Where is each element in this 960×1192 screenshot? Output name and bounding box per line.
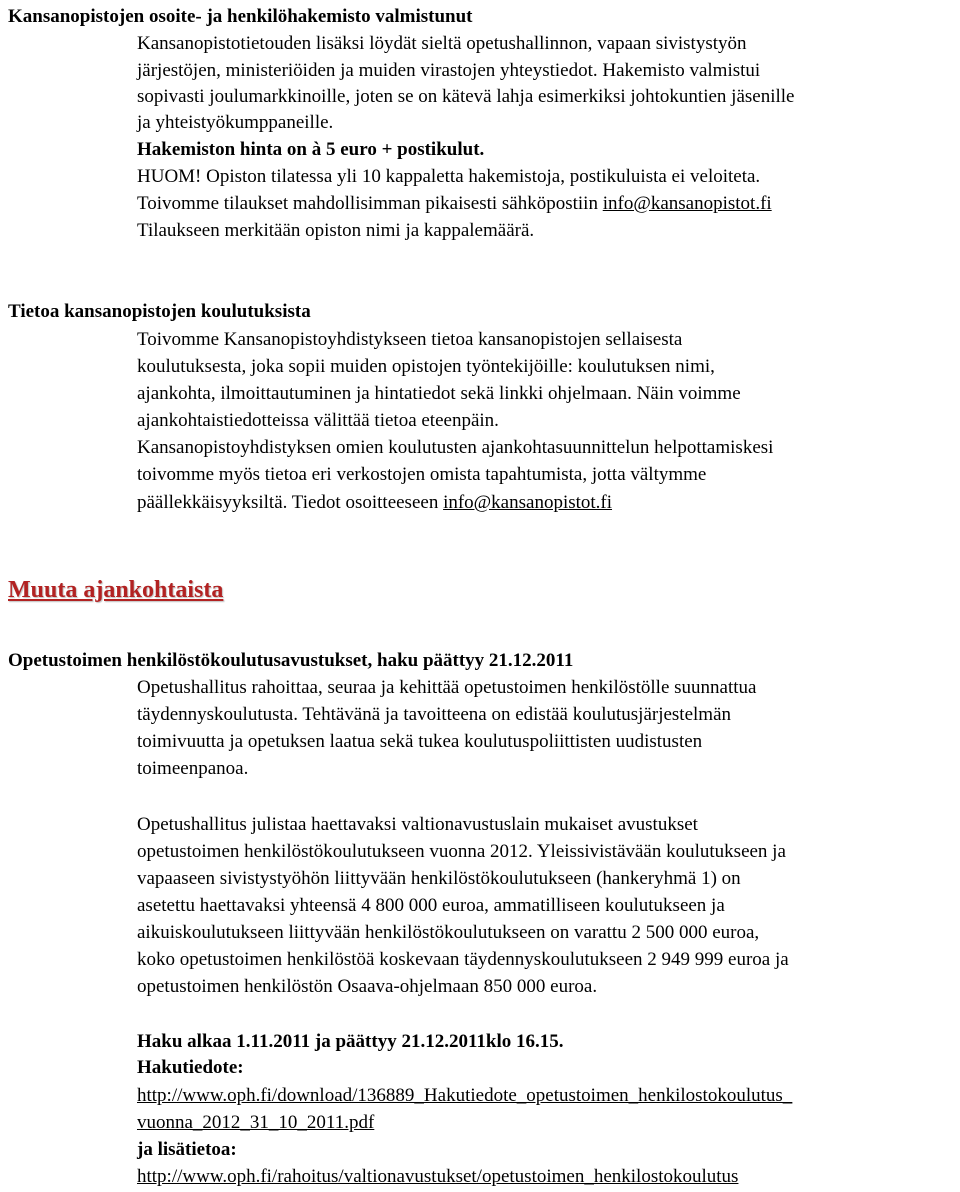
paragraph-line: koko opetustoimen henkilöstöä koskevaan täydennyskoulutukseen 2 949 999 euroa ja: [137, 949, 789, 970]
order-line: [137, 191, 772, 217]
paragraph-line: Kansanopistotietouden lisäksi löydät sieltä opetushallinnon, vapaan sivistystyön: [137, 33, 747, 54]
paragraph-line: toimeenpanoa.: [137, 758, 249, 779]
paragraph-line: opetustoimen henkilöstön Osaava-ohjelmaan 850 000 euroa.: [137, 976, 598, 997]
paragraph-line: sopivasti joulumarkkinoille, joten se on kätevä lahja esimerkiksi johtokuntien jäsenille: [137, 86, 795, 107]
order-text: Toivomme tilaukset mahdollisimman pikaisesti sähköpostiin: [137, 193, 603, 214]
application-period: Haku alkaa 1.11.2011 ja päättyy 21.12.2011klo 16.15.: [137, 1031, 564, 1052]
paragraph-line: järjestöjen, ministeriöiden ja muiden virastojen yhteystiedot. Hakemisto valmistui: [137, 60, 761, 81]
contact-text: päällekkäisyyksiltä. Tiedot osoitteeseen: [137, 492, 444, 513]
paragraph-line: Toivomme Kansanopistoyhdistykseen tietoa kansanopistojen sellaisesta: [137, 329, 683, 350]
price-line: Hakemiston hinta on à 5 euro + postikulut.: [137, 139, 485, 160]
paragraph-line: opetustoimen henkilöstökoulutukseen vuonna 2012. Yleissivistävään koulutukseen ja: [137, 841, 786, 862]
paragraph-line: toivomme myös tietoa eri verkostojen omista tapahtumista, jotta vältymme: [137, 464, 707, 485]
hakutiedote-label: Hakutiedote:: [137, 1057, 244, 1078]
section-heading-directory: Kansanopistojen osoite- ja henkilöhakemisto valmistunut: [8, 6, 473, 27]
paragraph-line: täydennyskoulutusta. Tehtävänä ja tavoitteena on edistää koulutusjärjestelmän: [137, 704, 732, 725]
order-note-line: Tilaukseen merkitään opiston nimi ja kappalemäärä.: [137, 220, 535, 241]
section-heading-grants: Opetustoimen henkilöstökoulutusavustukset, haku päättyy 21.12.2011: [8, 650, 574, 671]
paragraph-line: asetettu haettavaksi yhteensä 4 800 000 euroa, ammatilliseen koulutukseen ja: [137, 895, 725, 916]
paragraph-line-with-link: [137, 490, 612, 516]
paragraph-line: Opetushallitus julistaa haettavaksi valtionavustuslain mukaiset avustukset: [137, 814, 698, 835]
huom-line: HUOM! Opiston tilatessa yli 10 kappaletta hakemistoja, postikuluista ei veloiteta.: [137, 166, 761, 187]
paragraph-line: Opetushallitus rahoittaa, seuraa ja kehittää opetustoimen henkilöstölle suunnattua: [137, 677, 757, 698]
paragraph-line: ajankohtaistiedotteissa välittää tietoa eteenpäin.: [137, 410, 499, 431]
paragraph-line: toimivuutta ja opetuksen laatua sekä tukea koulutuspoliittisten uudistusten: [137, 731, 703, 752]
email-link[interactable]: info@kansanopistot.fi: [443, 492, 613, 513]
lisatietoa-link[interactable]: http://www.oph.fi/rahoitus/valtionavustukset/opetustoimen_henkilostokoulutus: [137, 1166, 739, 1187]
email-link[interactable]: info@kansanopistot.fi: [602, 193, 772, 214]
section-heading-current-news: Muuta ajankohtaista: [8, 577, 224, 603]
paragraph-line: aikuiskoulutukseen liittyvään henkilöstökoulutukseen on varattu 2 500 000 euroa,: [137, 922, 760, 943]
section-heading-courses: Tietoa kansanopistojen koulutuksista: [8, 301, 311, 322]
paragraph-line: Kansanopistoyhdistyksen omien koulutusten ajankohtasuunnittelun helpottamiskesi: [137, 437, 774, 458]
paragraph-line: ja yhteistyökumppaneille.: [137, 112, 334, 133]
paragraph-line: vapaaseen sivistystyöhön liittyvään henkilöstökoulutukseen (hankeryhmä 1) on: [137, 868, 741, 889]
hakutiedote-link-continued[interactable]: vuonna_2012_31_10_2011.pdf: [137, 1112, 375, 1133]
hakutiedote-link[interactable]: http://www.oph.fi/download/136889_Hakutiedote_opetustoimen_henkilostokoulutus_: [137, 1085, 793, 1106]
lisatietoa-label: ja lisätietoa:: [137, 1139, 237, 1160]
paragraph-line: koulutuksesta, joka sopii muiden opistojen työntekijöille: koulutuksen nimi,: [137, 356, 715, 377]
paragraph-line: ajankohta, ilmoittautuminen ja hintatiedot sekä linkki ohjelmaan. Näin voimme: [137, 383, 741, 404]
